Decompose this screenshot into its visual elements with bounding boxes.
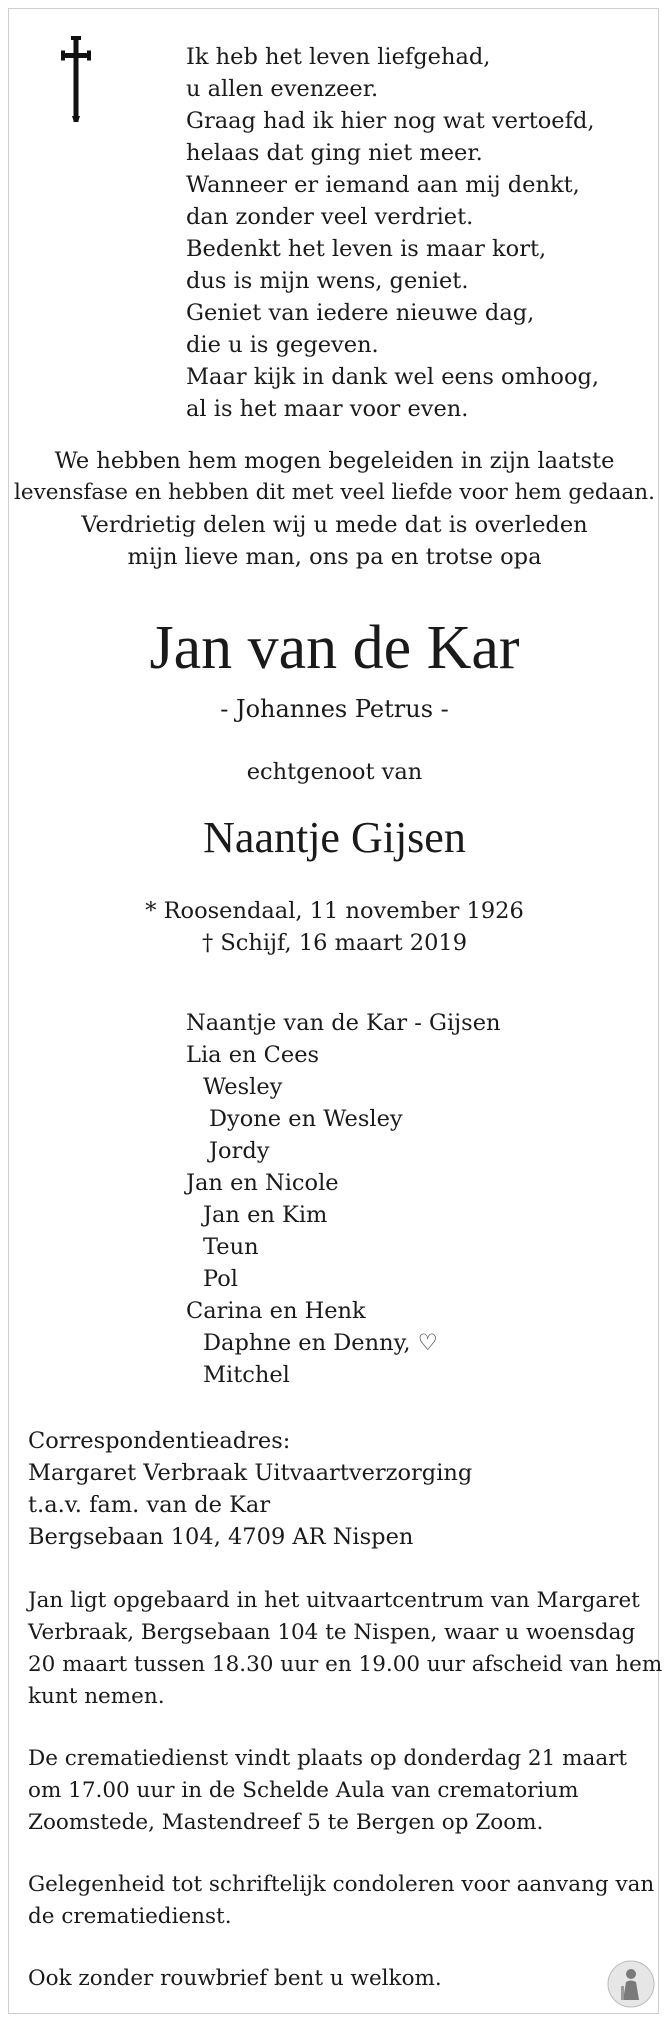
- family-member: Carina en Henk: [186, 1298, 366, 1324]
- service-line: Zoomstede, Mastendreef 5 te Bergen op Zoom.: [28, 1810, 544, 1835]
- service-line: De crematiedienst vindt plaats op donderdag 21 maart: [28, 1746, 628, 1771]
- cross-icon: [61, 36, 91, 122]
- poem-line: dus is mijn wens, geniet.: [186, 268, 469, 294]
- family-member: Teun: [203, 1234, 259, 1260]
- family-member: Jordy: [209, 1138, 270, 1164]
- family-member: Daphne en Denny, ♡: [203, 1330, 438, 1356]
- intro-line: Verdrietig delen wij u mede dat is overleden: [81, 512, 588, 538]
- correspondence-line: Correspondentieadres:: [28, 1428, 291, 1454]
- poem-line: dan zonder veel verdriet.: [186, 204, 474, 230]
- intro-line: levensfase en hebben dit met veel liefde voor hem gedaan.: [14, 480, 655, 505]
- given-names: - Johannes Petrus -: [220, 695, 449, 723]
- correspondence-line: Margaret Verbraak Uitvaartverzorging: [28, 1460, 473, 1486]
- correspondence-line: t.a.v. fam. van de Kar: [28, 1492, 271, 1518]
- poem-line: Ik heb het leven liefgehad,: [186, 44, 491, 70]
- condolence-line: de crematiedienst.: [28, 1904, 232, 1929]
- viewing-line: 20 maart tussen 18.30 uur en 19.00 uur afscheid van hem: [28, 1652, 663, 1677]
- family-member: Mitchel: [203, 1362, 290, 1388]
- poem-line: al is het maar voor even.: [186, 396, 469, 422]
- poem-line: helaas dat ging niet meer.: [186, 140, 483, 166]
- family-member: Lia en Cees: [186, 1042, 320, 1068]
- poem-line: Bedenkt het leven is maar kort,: [186, 236, 547, 262]
- death-line: † Schijf, 16 maart 2019: [201, 930, 468, 956]
- family-member: Jan en Kim: [203, 1202, 328, 1228]
- poem-line: u allen evenzeer.: [186, 76, 379, 102]
- family-member: Jan en Nicole: [186, 1170, 339, 1196]
- family-member: Naantje van de Kar - Gijsen: [186, 1010, 501, 1036]
- spouse-name: Naantje Gijsen: [203, 813, 466, 862]
- service-line: om 17.00 uur in de Schelde Aula van crematorium: [28, 1778, 579, 1803]
- poem-line: Maar kijk in dank wel eens omhoog,: [186, 364, 600, 390]
- viewing-line: Verbraak, Bergsebaan 104 te Nispen, waar u woensdag: [28, 1620, 636, 1645]
- birth-line: * Roosendaal, 11 november 1926: [145, 898, 524, 924]
- intro-line: We hebben hem mogen begeleiden in zijn laatste: [54, 448, 615, 474]
- correspondence-line: Bergsebaan 104, 4709 AR Nispen: [28, 1524, 414, 1550]
- viewing-line: kunt nemen.: [28, 1684, 165, 1709]
- publisher-logo-icon: [607, 1960, 655, 2008]
- poem-line: Geniet van iedere nieuwe dag,: [186, 300, 535, 326]
- closing-line: Ook zonder rouwbrief bent u welkom.: [28, 1966, 442, 1991]
- condolence-line: Gelegenheid tot schriftelijk condoleren voor aanvang van: [28, 1872, 655, 1897]
- viewing-line: Jan ligt opgebaard in het uitvaartcentrum van Margaret: [28, 1588, 640, 1613]
- family-member: Wesley: [203, 1074, 283, 1100]
- poem-line: Graag had ik hier nog wat vertoefd,: [186, 108, 595, 134]
- family-member: Dyone en Wesley: [209, 1106, 403, 1132]
- poem-line: die u is gegeven.: [186, 332, 379, 358]
- deceased-name: Jan van de Kar: [149, 614, 520, 682]
- family-member: Pol: [203, 1266, 238, 1292]
- intro-line: mijn lieve man, ons pa en trotse opa: [127, 544, 542, 570]
- relation-label: echtgenoot van: [246, 759, 423, 785]
- poem-line: Wanneer er iemand aan mij denkt,: [186, 172, 580, 198]
